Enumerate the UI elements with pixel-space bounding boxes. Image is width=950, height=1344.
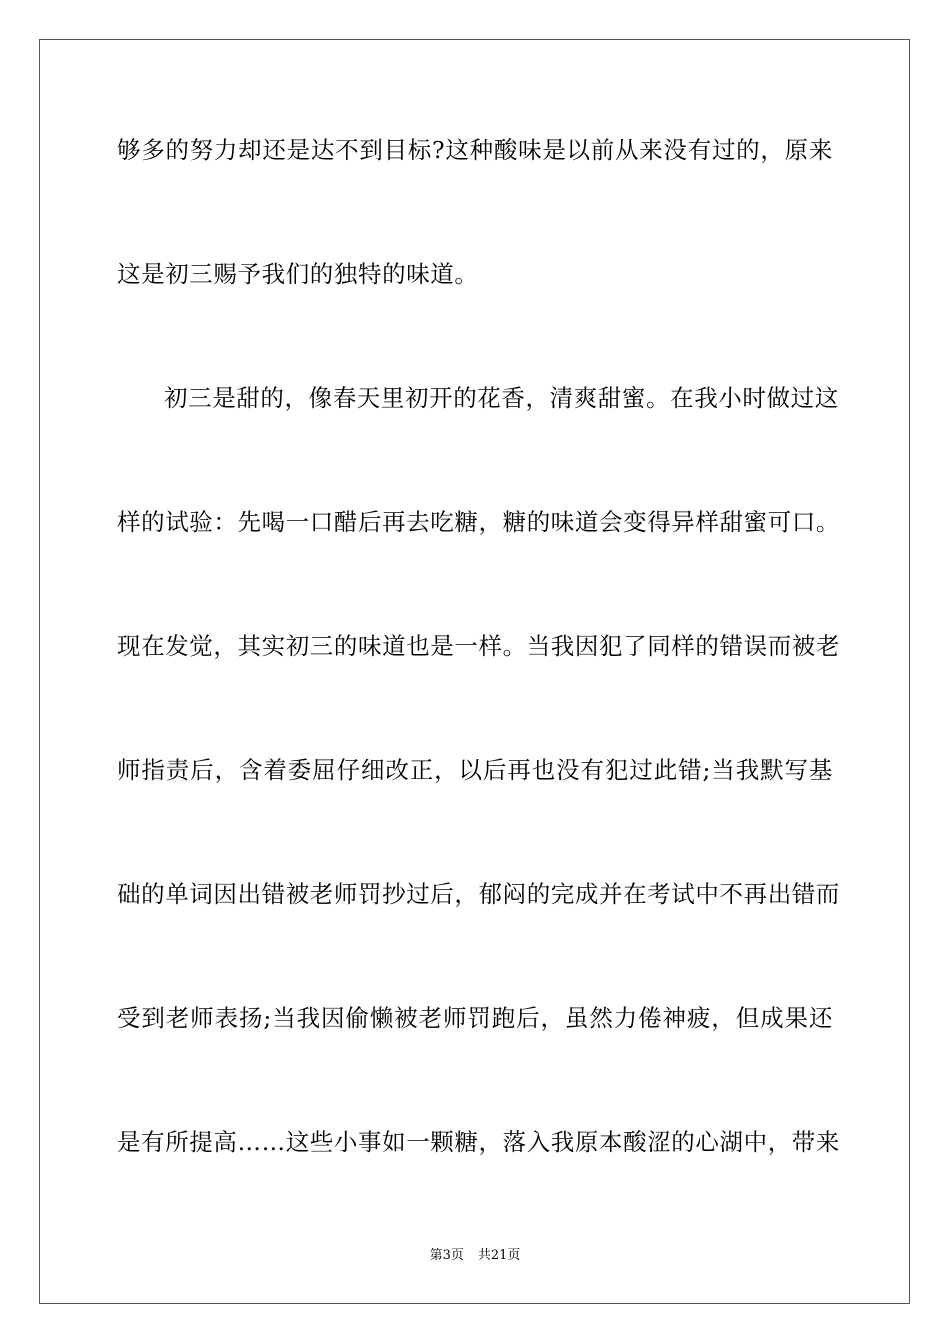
page-total: 共21页 bbox=[477, 1248, 521, 1263]
page-footer bbox=[0, 1248, 950, 1264]
text-line: 样的试验：先喝一口醋后再去吃糖，糖的味道会变得异样甜蜜可口。 bbox=[117, 508, 840, 536]
page-number: 第3页 bbox=[429, 1248, 464, 1263]
text-line: 现在发觉，其实初三的味道也是一样。当我因犯了同样的错误而被老 bbox=[117, 632, 840, 660]
text-line: 师指责后，含着委屈仔细改正，以后再也没有犯过此错;当我默写基 bbox=[117, 756, 833, 784]
text-line: 够多的努力却还是达不到目标?这种酸味是以前从来没有过的，原来 bbox=[117, 136, 833, 164]
text-line: 受到老师表扬;当我因偷懒被老师罚跑后，虽然力倦神疲，但成果还 bbox=[117, 1004, 833, 1032]
text-line: 础的单词因出错被老师罚抄过后，郁闷的完成并在考试中不再出错而 bbox=[117, 880, 840, 908]
text-line: 是有所提高……这些小事如一颗糖，落入我原本酸涩的心湖中，带来 bbox=[117, 1128, 840, 1156]
paragraph-first-line: 初三是甜的，像春天里初开的花香，清爽甜蜜。在我小时做过这 bbox=[164, 384, 839, 412]
page-border bbox=[39, 39, 910, 1304]
text-line: 这是初三赐予我们的独特的味道。 bbox=[117, 260, 479, 288]
